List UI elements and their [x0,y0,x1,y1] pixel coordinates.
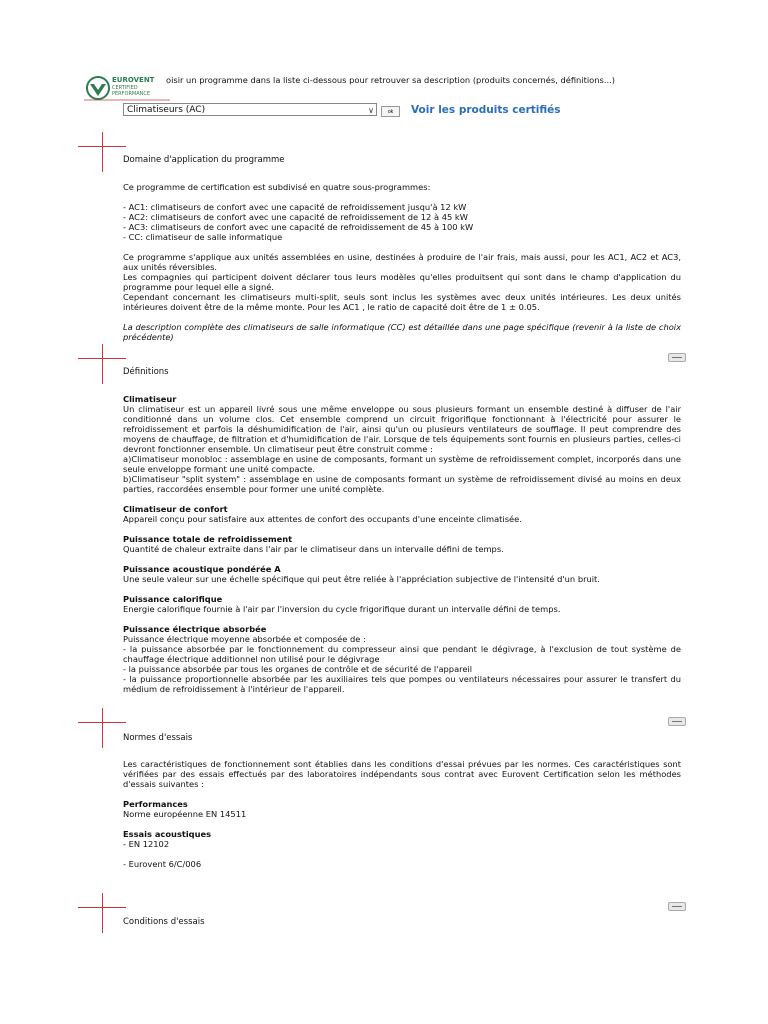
definition-text: - EN 12102 [123,839,170,849]
svg-text:CERTIFIED: CERTIFIED [112,85,138,91]
section-title-normes: Normes d'essais [123,733,193,743]
definition-text: Quantité de chaleur extraite dans l'air par le climatiseur dans un intervalle défini de temps. [123,544,504,554]
definition-text: - la puissance proportionnelle absorbée par les auxiliaires tels que pompes ou ventilateurs nécessaires pour assurer le transfert du médium de refroidissement à l'intérieur de l'appareil. [123,674,681,694]
list-item: - AC2: climatiseurs de confort avec une capacité de refroidissement de 12 à 45 kW [123,212,468,222]
definition-text: Energie calorifique fournie à l'air par l'inversion du cycle frigorifique durant un intervalle défini de temps. [123,604,561,614]
ok-button[interactable]: ok [381,106,400,117]
definition-text: Appareil conçu pour satisfaire aux attentes de confort des occupants d'une enceinte climatisée. [123,514,522,524]
program-select[interactable] [123,103,377,116]
eurovent-logo [84,73,170,103]
term-title: Puissance calorifique [123,594,223,604]
section-title-domaine: Domaine d'application du programme [123,155,285,165]
term-title: Essais acoustiques [123,829,212,839]
back-to-top-button[interactable] [668,902,686,911]
term-title: Climatiseur [123,394,177,404]
paragraph: Les caractéristiques de fonctionnement sont établies dans les conditions d'essai prévues par les normes. Ces caractéristiques sont vérifiées par des essais effectués par des laboratoires indépendants sous contrat avec Eurovent Certification selon les méthodes d'essais suivantes : [123,759,681,789]
normes-content [123,759,681,869]
term-title: Performances [123,799,188,809]
term-title: Puissance totale de refroidissement [123,534,293,544]
definition-text: Une seule valeur sur une échelle spécifique qui peut être reliée à l'appréciation subjective de l'intensité d'un bruit. [123,574,600,584]
section-title-conditions: Conditions d'essais [123,917,205,927]
list-item: - AC3: climatiseurs de confort avec une capacité de refroidissement de 45 à 100 kW [123,222,474,232]
definitions-content [123,394,681,694]
paragraph: Ce programme s'applique aux unités assemblées en usine, destinées à produire de l'air frais, mais aussi, pour les AC1, AC2 et AC3, aux unités réversibles. [123,252,681,272]
back-to-top-button[interactable] [668,717,686,726]
intro-text: oisir un programme dans la liste ci-dessous pour retrouver sa description (produits concernés, définitions...) [166,75,615,85]
definition-text: a)Climatiseur monobloc : assemblage en usine de composants, formant un système de refroidissement complet, incorporés dans une seule enveloppe formant une unité compacte. [123,454,681,474]
paragraph: Ce programme de certification est subdivisé en quatre sous-programmes: [123,182,431,192]
domaine-content [123,182,681,342]
list-item: - CC: climatiseur de salle informatique [123,232,283,242]
term-title: Puissance acoustique pondérée A [123,564,281,574]
definition-text: - la puissance absorbée par le fonctionnement du compresseur ainsi que pendant le dégivrage, à l'exclusion de tout système de chauffage électrique additionnel non utilisé pour le dégivrage [123,644,681,664]
definition-text: Un climatiseur est un appareil livré sous une même enveloppe ou sous plusieurs formant un ensemble destiné à diffuser de l'air conditionné dans un volume clos. Cet ensemble comprend un circuit frigorifique fonctionnant à l'électricité pour assurer le refroidissement et parfois la déshumidification de l'air, ainsi qu'un ou plusieurs ventilateurs de soufflage. Il peut comprendre des moyens de chauffage, de filtration et d'humidification de l'air. Lorsque de tels équipements sont fournis en plusieurs parties, celles-ci devront fonctionner ensemble. Un climatiseur peut être construit comme : [123,404,681,454]
paragraph: Cependant concernant les climatiseurs multi-split, seuls sont inclus les systèmes avec deux unités intérieures. Les deux unités intérieures doivent être de la même monte. Pour les AC1 , le ratio de capacité doit être de 1 ± 0.05. [123,292,681,312]
definition-text: b)Climatiseur "split system" : assemblage en usine de composants formant un système de refroidissement divisé au moins en deux parties, raccordées ensemble pour former une unité complète. [123,474,681,494]
cc-description-link[interactable]: La description complète des climatiseurs de salle informatique (CC) est détaillée dans une page spécifique (revenir à la liste de choix précédente) [123,322,681,342]
term-title: Climatiseur de confort [123,504,228,514]
list-item: - AC1: climatiseurs de confort avec une capacité de refroidissement jusqu'à 12 kW [123,202,467,212]
definition-text: - la puissance absorbée par tous les organes de contrôle et de sécurité de l'appareil [123,664,473,674]
svg-text:PERFORMANCE: PERFORMANCE [112,91,151,97]
chevron-down-icon: ∨ [368,106,374,115]
term-title: Puissance électrique absorbée [123,624,267,634]
section-title-definitions: Définitions [123,367,169,377]
certified-products-link[interactable]: Voir les produits certifiés [411,104,561,116]
paragraph: Les compagnies qui participent doivent déclarer tous leurs modèles qu'elles produitsent qui sont dans le champ d'application du programme pour lequel elle a signé. [123,272,681,292]
svg-text:EUROVENT: EUROVENT [112,76,155,84]
back-to-top-button[interactable] [668,353,686,362]
definition-text: - Eurovent 6/C/006 [123,859,202,869]
definition-text: Puissance électrique moyenne absorbée et composée de : [123,634,366,644]
program-select-value: Climatiseurs (AC) [127,105,206,115]
definition-text: Norme européenne EN 14511 [123,809,247,819]
